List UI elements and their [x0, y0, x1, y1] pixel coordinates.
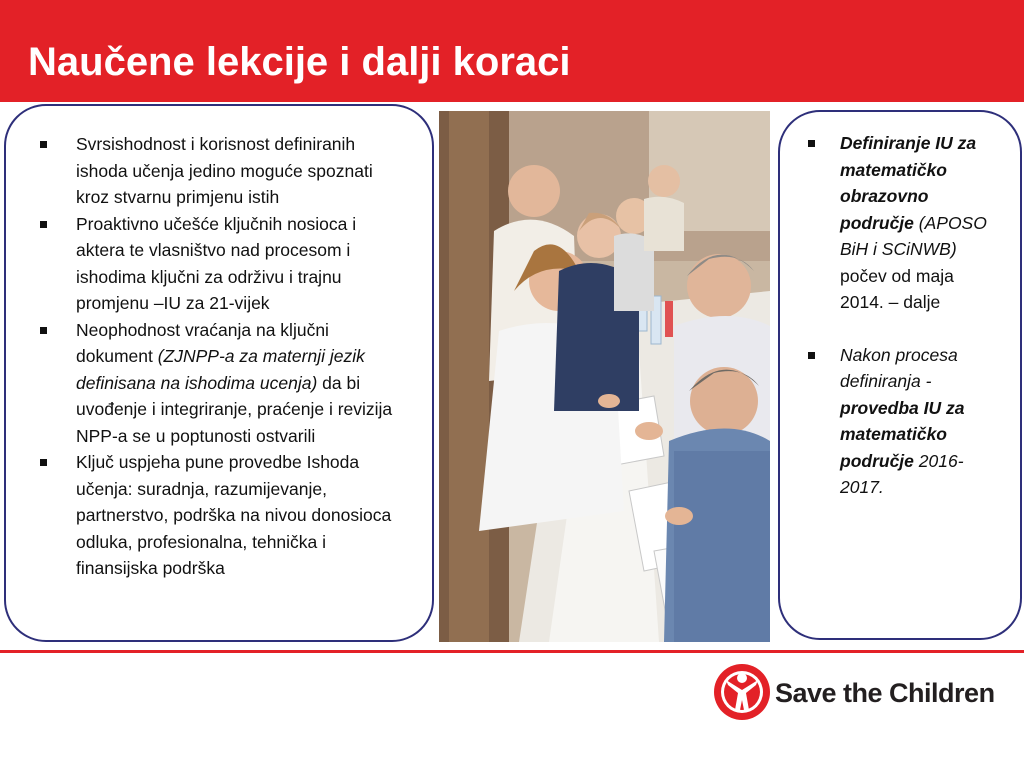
- workshop-photo-illustration: [439, 111, 770, 642]
- bullet-text-italic: (ZJNPP-a za maternji jezik definisana na ishodima ucenja): [76, 346, 365, 393]
- list-item: [34, 211, 406, 317]
- save-the-children-logo: [712, 662, 1012, 732]
- left-bullet-list: [34, 131, 406, 582]
- square-bullet-icon: [40, 327, 47, 334]
- right-text-panel: [778, 110, 1022, 640]
- bullet-text-plain: počev od maja 2014. – dalje: [840, 265, 954, 312]
- bullet-text-end: da bi uvođenje i integriranje, praćenje i revizija NPP-a se u poptunosti ostvarili: [76, 372, 393, 446]
- bullet-text-italic: (APOSO BiH i SCiNWB): [840, 212, 987, 259]
- bullet-text-start: Neophodnost vraćanja na ključni dokument: [76, 319, 329, 366]
- square-bullet-icon: [40, 141, 47, 148]
- right-bullet-list: [802, 130, 1002, 501]
- slide-title: Naučene lekcije i dalji koraci: [28, 40, 571, 84]
- list-item: [802, 342, 1002, 501]
- bullet-text: Svrsishodnost i korisnost definiranih ishoda učenja jedino moguće spoznati kroz stvarnu primjenu istih: [76, 134, 373, 207]
- logo-text: Save the Children: [775, 678, 995, 708]
- footer-divider: [0, 650, 1024, 653]
- bullet-text-bold-italic: provedba IU za matematičko područje: [840, 397, 965, 471]
- list-item: [34, 131, 406, 211]
- list-item: [802, 130, 1002, 316]
- bullet-text-bold-italic: Definiranje IU za matematičko obrazovno područje: [840, 133, 977, 233]
- list-item: [34, 317, 406, 450]
- bullet-text: Proaktivno učešće ključnih nosioca i aktera te vlasništvo nad procesom i ishodima ključni za održivu i trajnu promjenu –IU za 21-vijek: [76, 213, 357, 313]
- list-item: [34, 449, 406, 582]
- save-the-children-figure-icon: [712, 662, 772, 722]
- square-bullet-icon: [40, 459, 47, 466]
- left-text-panel: [4, 104, 434, 642]
- square-bullet-icon: [40, 221, 47, 228]
- bullet-text: Ključ uspjeha pune provedbe Ishoda učenja: suradnja, razumijevanje, partnerstvo, podrška na nivou donosioca odluka, profesionalna, tehnička i finansijska podrška: [76, 452, 392, 578]
- bullet-text-italic: Nakon procesa definiranja -: [840, 344, 958, 391]
- square-bullet-icon: [808, 140, 815, 147]
- workshop-photo: [439, 111, 770, 642]
- square-bullet-icon: [808, 352, 815, 359]
- title-banner: [0, 0, 1024, 102]
- list-spacer: [802, 316, 1002, 342]
- bullet-text-italic-end: 2016-2017.: [840, 450, 964, 497]
